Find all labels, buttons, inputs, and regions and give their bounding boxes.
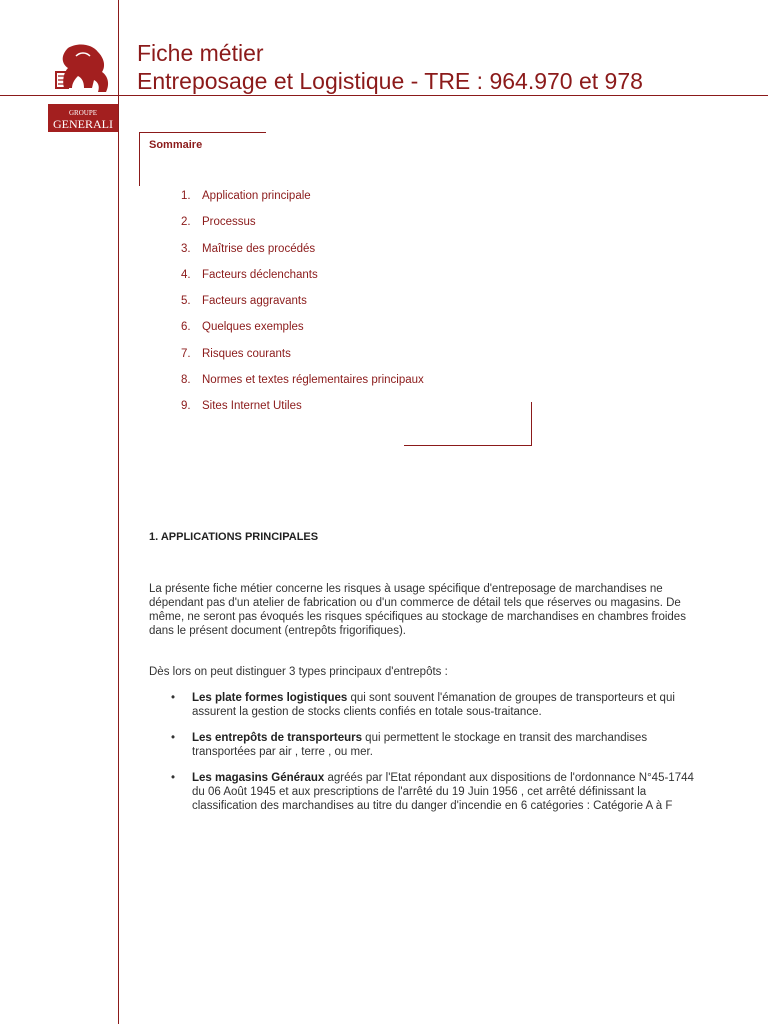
document-title-line1: Fiche métier	[137, 40, 264, 66]
toc-heading: Sommaire	[149, 139, 203, 151]
list-item-term: Les entrepôts de transporteurs	[192, 732, 362, 744]
toc-item[interactable]	[181, 243, 424, 269]
list-item-text: qui sont souvent l'émanation de groupes de transporteurs et qui assurent la gestion de stocks clients confiés en totale sous-traitance.	[192, 692, 675, 718]
toc-frame-top	[139, 132, 266, 133]
toc-item-label[interactable]: Normes et textes réglementaires principaux	[202, 374, 424, 387]
toc-item[interactable]	[181, 216, 424, 242]
toc-item-label[interactable]: Sites Internet Utiles	[202, 400, 302, 413]
toc-item[interactable]	[181, 190, 424, 216]
toc-frame-bottom	[404, 445, 532, 446]
toc-item-label[interactable]: Application principale	[202, 190, 311, 202]
bullet-icon: •	[171, 692, 176, 704]
toc-item-label[interactable]: Quelques exemples	[202, 321, 304, 334]
toc-item-label[interactable]: Facteurs aggravants	[202, 295, 307, 308]
list-item	[149, 691, 694, 719]
toc-item[interactable]	[181, 269, 424, 295]
toc-item-number: 2.	[181, 216, 191, 229]
toc-item-label[interactable]: Maîtrise des procédés	[202, 242, 316, 255]
warehouse-types-list	[149, 691, 694, 825]
list-item	[149, 771, 694, 813]
types-intro-paragraph: Dès lors on peut distinguer 3 types principaux d'entrepôts :	[149, 666, 448, 678]
toc-item[interactable]	[181, 400, 424, 426]
toc-item[interactable]	[181, 374, 424, 400]
toc-item-number: 7.	[181, 347, 191, 360]
document-title-line2: Entreposage et Logistique - TRE : 964.970 et 978	[137, 68, 643, 94]
toc-item[interactable]	[181, 348, 424, 374]
toc-item-label[interactable]: Facteurs déclenchants	[202, 268, 318, 281]
toc-frame-left	[139, 132, 140, 186]
toc-item-label[interactable]: Processus	[202, 216, 256, 229]
toc-item[interactable]	[181, 295, 424, 321]
toc-item-number: 9.	[181, 400, 191, 413]
toc-frame-right	[531, 402, 532, 446]
svg-text:GROUPE: GROUPE	[68, 109, 98, 117]
list-item	[149, 731, 694, 759]
svg-text:GENERALI: GENERALI	[53, 117, 113, 131]
list-item-text: qui permettent le stockage en transit des marchandises transportées par air , terre , ou mer.	[192, 732, 648, 758]
list-item-term: Les plate formes logistiques	[192, 692, 348, 704]
table-of-contents	[181, 190, 424, 427]
toc-item[interactable]	[181, 321, 424, 347]
list-item-term: Les magasins Généraux	[192, 772, 325, 784]
toc-item-number: 5.	[181, 295, 191, 308]
toc-item-number: 8.	[181, 374, 191, 387]
bullet-icon: •	[171, 732, 176, 744]
toc-item-number: 4.	[181, 268, 191, 281]
toc-item-number: 3.	[181, 242, 191, 255]
toc-item-number: 6.	[181, 321, 191, 334]
bullet-icon: •	[171, 772, 176, 784]
toc-item-label[interactable]: Risques courants	[202, 347, 291, 360]
list-item-text: agréés par l'Etat répondant aux dispositions de l'ordonnance N°45-1744 du 06 Août 1945 et aux prescriptions de l'arrêté du 19 Juin 1956 , cet arrêté définissant la classification des marchandises au titre du danger d'incendie en 6 catégories : Catégorie A à F	[192, 772, 694, 812]
section-heading: 1. APPLICATIONS PRINCIPALES	[149, 531, 319, 543]
intro-paragraph: La présente fiche métier concerne les risques à usage spécifique d'entreposage de marchandises ne dépendant pas d'un atelier de fabrication ou d'un commerce de détail tels que réserves ou magasins. De même, ne seront pas évoqués les risques spécifiques au stockage de marchandises en chambres froides dans le présent document (entrepôts frigorifiques).	[149, 583, 686, 637]
generali-logo	[48, 42, 118, 134]
margin-vertical-rule	[118, 0, 119, 1024]
toc-item-number: 1.	[181, 190, 191, 202]
